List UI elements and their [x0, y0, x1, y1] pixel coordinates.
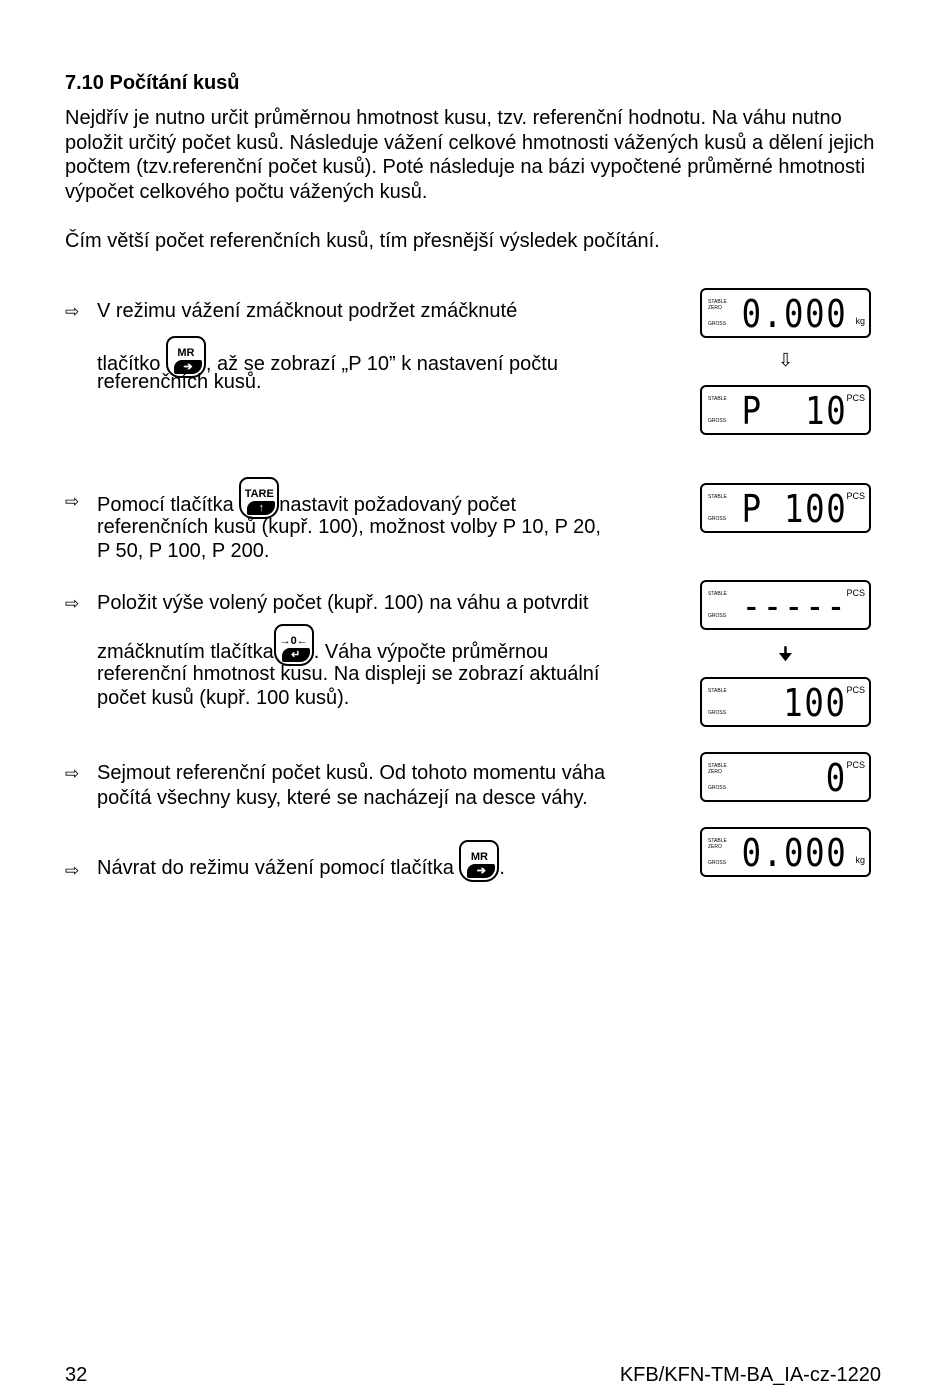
stable-label: STABLE [708, 763, 727, 769]
display-value: 0.000 [741, 292, 847, 336]
arrow-right-icon: ➔ [174, 360, 202, 374]
key-label: MR [177, 347, 195, 359]
step1-text-post: , až se zobrazí „P 10” k nastavení počtu [205, 353, 558, 375]
gross-label: GROSS [708, 785, 727, 791]
stable-label: STABLE [708, 299, 727, 305]
gross-label: GROSS [708, 516, 727, 522]
step5-text-pre: Návrat do režimu vážení pomocí tlačítka [97, 857, 460, 879]
scale-display [700, 677, 871, 727]
arrow-up-icon: ↑ [247, 501, 275, 515]
display-unit: PCS [846, 393, 865, 403]
step-marker-icon: ⇨ [65, 861, 80, 880]
step2-text-post: nastavit požadovaný počet [279, 494, 517, 516]
step1-line1: V režimu vážení zmáčknout podržet zmáčknuté [97, 300, 518, 322]
step-marker-icon: ⇨ [65, 302, 80, 321]
step2-line3: P 50, P 100, P 200. [97, 540, 270, 562]
step2-line1 [97, 477, 516, 519]
intro-note: Čím větší počet referenčních kusů, tím přesnější výsledek počítání. [65, 230, 660, 252]
step2-line2: referenčních kusů (kupř. 100), možnost volby P 10, P 20, [97, 516, 601, 538]
display-value: 0.000 [741, 831, 847, 875]
zero-key-icon [274, 624, 314, 666]
scale-display [700, 385, 871, 435]
step3-line2 [97, 624, 548, 666]
gross-label: GROSS [708, 613, 727, 619]
zero-label: ZERO [708, 305, 722, 311]
stable-label: STABLE [708, 494, 727, 500]
display-value: P 10 [741, 389, 847, 433]
arrow-down-outline-icon: ⇩ [778, 350, 794, 370]
scale-display [700, 752, 871, 802]
gross-label: GROSS [708, 710, 727, 716]
stable-label: STABLE [708, 591, 727, 597]
display-value: ----- [741, 584, 847, 628]
step1-text-pre: tlačítko [97, 353, 166, 375]
step3-line3: referenční hmotnost kusu. Na displeji se zobrazí aktuální [97, 663, 600, 685]
step5-text-post: . [499, 857, 505, 879]
display-value: 0 [825, 756, 847, 800]
step1-line3: referenčních kusů. [97, 371, 262, 393]
step5-line [97, 840, 505, 882]
display-value: P 100 [741, 487, 847, 531]
intro-paragraph: Nejdřív je nutno určit průměrnou hmotnost kusu, tzv. referenční hodnotu. Na váhu nutno položit určitý počet kusů. Následuje vážení celkové hmotnosti vážených kusů a dělení jejich počtem (tzv.referenční počet kusů). Poté následuje na bázi vypočtené průměrné hmotnosti výpočet celkového počtu vážených kusů. [65, 107, 875, 203]
gross-label: GROSS [708, 418, 727, 424]
key-label: MR [470, 851, 488, 863]
arrow-right-icon: ➔ [467, 864, 495, 878]
page-number: 32 [65, 1364, 88, 1386]
step3-text-post: . Váha výpočte průměrnou [313, 641, 549, 663]
stable-label: STABLE [708, 688, 727, 694]
stable-label: STABLE [708, 838, 727, 844]
key-label: →0← [279, 635, 308, 647]
step4-line1: Sejmout referenční počet kusů. Od tohoto momentu váha [97, 762, 606, 784]
step3-text-pre: zmáčknutím tlačítka [97, 641, 274, 663]
scale-display [700, 483, 871, 533]
display-value: 100 [783, 681, 847, 725]
section-title: 7.10 Počítání kusů [65, 72, 240, 94]
zero-label: ZERO [708, 844, 722, 850]
scale-display [700, 827, 871, 877]
key-label: TARE [244, 488, 274, 500]
display-unit: kg [855, 855, 865, 865]
step2-text-pre: Pomocí tlačítka [97, 494, 240, 516]
step-marker-icon: ⇨ [65, 492, 80, 511]
scale-display [700, 288, 871, 338]
enter-icon: ↵ [282, 648, 310, 662]
arrow-down-solid-icon: 🠋 [778, 644, 793, 664]
display-unit: PCS [846, 760, 865, 770]
tare-key-icon [239, 477, 279, 519]
zero-label: ZERO [708, 769, 722, 775]
scale-display [700, 580, 871, 630]
stable-label: STABLE [708, 396, 727, 402]
display-unit: PCS [846, 685, 865, 695]
display-unit: PCS [846, 491, 865, 501]
document-id: KFB/KFN-TM-BA_IA-cz-1220 [619, 1364, 881, 1386]
gross-label: GROSS [708, 860, 727, 866]
display-unit: PCS [846, 588, 865, 598]
display-unit: kg [855, 316, 865, 326]
step4-line2: počítá všechny kusy, které se nacházejí na desce váhy. [97, 787, 588, 809]
step3-line4: počet kusů (kupř. 100 kusů). [97, 687, 350, 709]
step3-line1: Položit výše volený počet (kupř. 100) na váhu a potvrdit [97, 592, 589, 614]
step-marker-icon: ⇨ [65, 594, 80, 613]
step-marker-icon: ⇨ [65, 764, 80, 783]
mr-key-icon [459, 840, 499, 882]
gross-label: GROSS [708, 321, 727, 327]
